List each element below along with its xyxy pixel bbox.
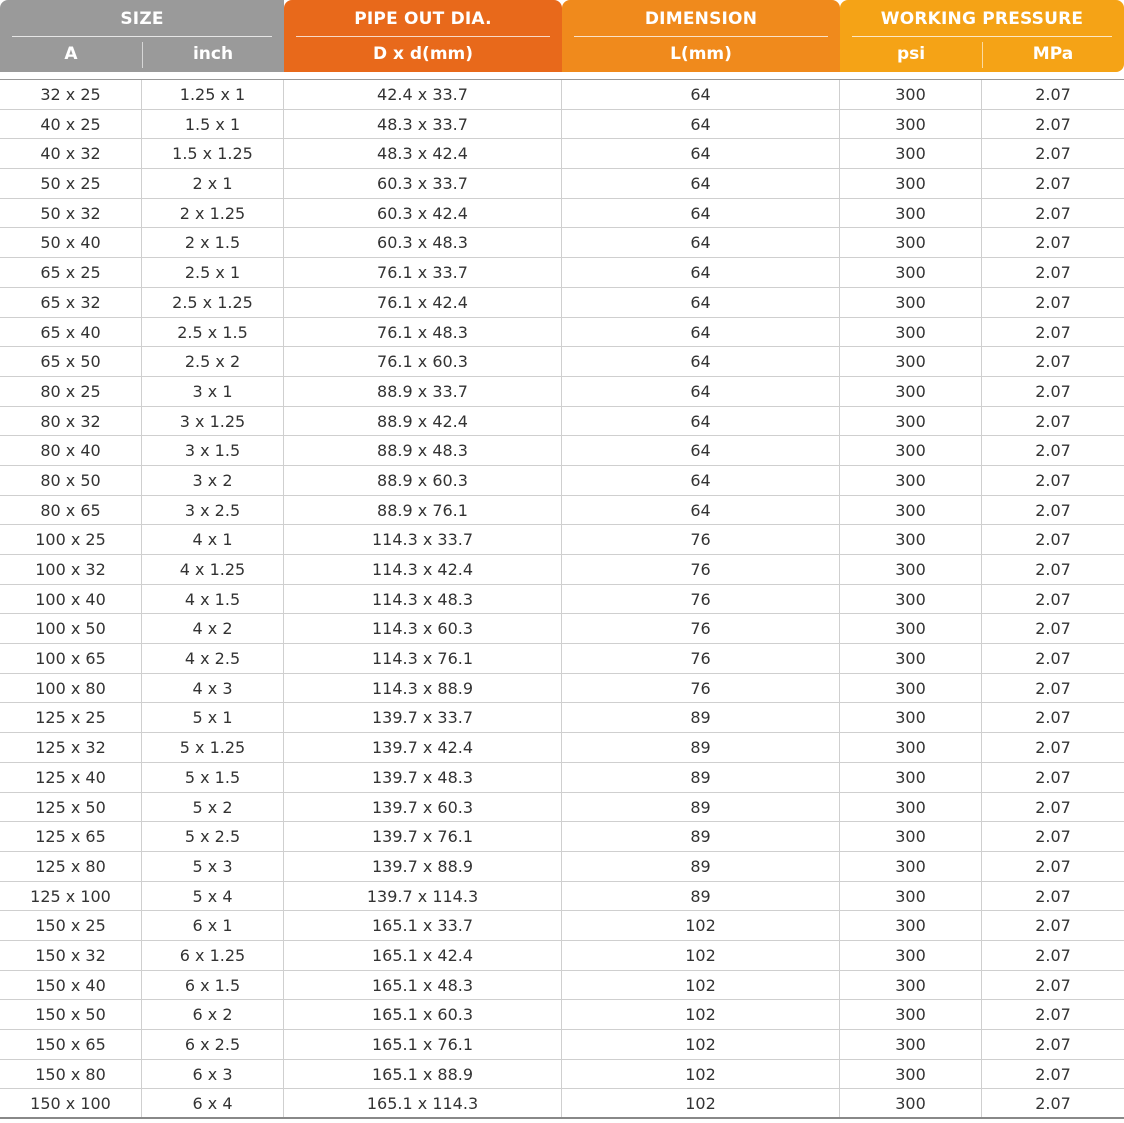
size-a-cell: 125 x 100 (0, 882, 142, 911)
size-inch-cell: 2.5 x 1.25 (142, 288, 284, 317)
table-row (0, 555, 1124, 585)
size-inch-cell: 4 x 3 (142, 674, 284, 703)
table-row (0, 1089, 1124, 1119)
table-row (0, 733, 1124, 763)
mpa-cell: 2.07 (1035, 1035, 1071, 1054)
table-row (0, 80, 1124, 110)
mpa-cell: 2.07 (1035, 1094, 1071, 1114)
pipe-out-dia-cell: 76.1 x 33.7 (284, 258, 562, 287)
table-row (0, 377, 1124, 407)
size-a-cell: 150 x 80 (0, 1060, 142, 1089)
table-row (0, 288, 1124, 318)
dimension-cell: 76 (562, 674, 840, 703)
table-row (0, 674, 1124, 704)
size-inch-cell: 6 x 3 (142, 1060, 284, 1089)
pipe-out-dia-cell: 139.7 x 42.4 (284, 733, 562, 762)
dimension-cell: 89 (562, 733, 840, 762)
size-inch-cell: 3 x 1.25 (142, 407, 284, 436)
size-inch-cell: 4 x 1 (142, 525, 284, 554)
pipe-out-dia-cell: 165.1 x 76.1 (284, 1030, 562, 1059)
pipe-out-dia-cell: 139.7 x 60.3 (284, 793, 562, 822)
dimension-cell: 64 (562, 258, 840, 287)
table-row (0, 1000, 1124, 1030)
pipe-out-dia-cell: 48.3 x 33.7 (284, 110, 562, 139)
table-row (0, 496, 1124, 526)
psi-cell: 300 (840, 1030, 982, 1059)
pipe-out-dia-cell: 165.1 x 48.3 (284, 971, 562, 1000)
size-inch-cell: 5 x 4 (142, 882, 284, 911)
size-inch-cell: 3 x 2 (142, 466, 284, 495)
size-a-cell: 80 x 32 (0, 407, 142, 436)
header-group-dimension (562, 0, 840, 72)
pipe-out-dia-cell: 114.3 x 88.9 (284, 674, 562, 703)
pipe-out-dia-cell: 60.3 x 48.3 (284, 228, 562, 257)
mpa-cell: 2.07 (1035, 767, 1071, 787)
size-inch-cell: 5 x 1.25 (142, 733, 284, 762)
pipe-out-dia-cell: 165.1 x 60.3 (284, 1000, 562, 1029)
table-row (0, 703, 1124, 733)
psi-cell: 300 (840, 199, 982, 228)
dimension-cell: 89 (562, 852, 840, 881)
table-row (0, 436, 1124, 466)
mpa-cell: 2.07 (1035, 292, 1071, 312)
pipe-out-dia-cell: 114.3 x 33.7 (284, 525, 562, 554)
pipe-out-dia-cell: 114.3 x 48.3 (284, 585, 562, 614)
header-dia-title: PIPE OUT DIA. (354, 9, 492, 29)
size-a-cell: 65 x 32 (0, 288, 142, 317)
mpa-cell: 2.07 (1035, 85, 1071, 104)
header-group-working-pressure (840, 0, 1124, 72)
size-a-cell: 100 x 32 (0, 555, 142, 584)
psi-cell: 300 (840, 407, 982, 436)
mpa-cell: 2.07 (1035, 144, 1071, 164)
size-inch-cell: 4 x 1.5 (142, 585, 284, 614)
size-a-cell: 125 x 25 (0, 703, 142, 732)
pipe-out-dia-cell: 165.1 x 88.9 (284, 1060, 562, 1089)
table-row (0, 763, 1124, 793)
header-dim-title: DIMENSION (644, 9, 758, 29)
mpa-cell: 2.07 (1035, 114, 1071, 134)
pipe-out-dia-cell: 88.9 x 60.3 (284, 466, 562, 495)
size-inch-cell: 6 x 1.25 (142, 941, 284, 970)
size-a-cell: 32 x 25 (0, 80, 142, 109)
dimension-cell: 64 (562, 347, 840, 376)
size-a-cell: 65 x 25 (0, 258, 142, 287)
table-row (0, 258, 1124, 288)
size-inch-cell: 2.5 x 1 (142, 258, 284, 287)
psi-cell: 300 (840, 169, 982, 198)
pipe-out-dia-cell: 60.3 x 42.4 (284, 199, 562, 228)
size-a-cell: 50 x 40 (0, 228, 142, 257)
dimension-cell: 76 (562, 555, 840, 584)
dimension-cell: 64 (562, 496, 840, 525)
dimension-cell: 76 (562, 614, 840, 643)
mpa-cell: 2.07 (1035, 322, 1071, 342)
size-a-cell: 100 x 40 (0, 585, 142, 614)
mpa-cell: 2.07 (1035, 174, 1071, 194)
pipe-out-dia-cell: 42.4 x 33.7 (284, 80, 562, 109)
dimension-cell: 89 (562, 882, 840, 911)
size-inch-cell: 6 x 1.5 (142, 971, 284, 1000)
table-row (0, 169, 1124, 199)
size-inch-cell: 5 x 3 (142, 852, 284, 881)
size-a-cell: 40 x 25 (0, 110, 142, 139)
size-inch-cell: 3 x 2.5 (142, 496, 284, 525)
size-inch-cell: 5 x 2 (142, 793, 284, 822)
psi-cell: 300 (840, 882, 982, 911)
dimension-cell: 64 (562, 80, 840, 109)
psi-cell: 300 (840, 525, 982, 554)
psi-cell: 300 (840, 139, 982, 168)
size-inch-cell: 1.25 x 1 (142, 80, 284, 109)
table-row (0, 1060, 1124, 1090)
dimension-cell: 64 (562, 288, 840, 317)
mpa-cell: 2.07 (1035, 619, 1071, 639)
size-a-cell: 150 x 50 (0, 1000, 142, 1029)
table-row (0, 971, 1124, 1001)
mpa-cell: 2.07 (1035, 856, 1071, 876)
size-a-cell: 100 x 80 (0, 674, 142, 703)
header-size-inch: inch (192, 44, 234, 64)
size-a-cell: 50 x 25 (0, 169, 142, 198)
table-row (0, 110, 1124, 140)
psi-cell: 300 (840, 436, 982, 465)
size-inch-cell: 1.5 x 1 (142, 110, 284, 139)
psi-cell: 300 (840, 258, 982, 287)
dimension-cell: 64 (562, 436, 840, 465)
header-dia-unit: D x d(mm) (372, 44, 474, 64)
table-row (0, 585, 1124, 615)
table-row (0, 882, 1124, 912)
mpa-cell: 2.07 (1035, 797, 1071, 817)
pipe-out-dia-cell: 48.3 x 42.4 (284, 139, 562, 168)
size-a-cell: 100 x 25 (0, 525, 142, 554)
pipe-out-dia-cell: 139.7 x 48.3 (284, 763, 562, 792)
mpa-cell: 2.07 (1035, 411, 1071, 431)
pipe-out-dia-cell: 88.9 x 33.7 (284, 377, 562, 406)
pipe-out-dia-cell: 114.3 x 60.3 (284, 614, 562, 643)
size-inch-cell: 6 x 2 (142, 1000, 284, 1029)
mpa-cell: 2.07 (1035, 649, 1071, 669)
size-inch-cell: 4 x 1.25 (142, 555, 284, 584)
size-inch-cell: 3 x 1.5 (142, 436, 284, 465)
psi-cell: 300 (840, 733, 982, 762)
mpa-cell: 2.07 (1035, 530, 1071, 550)
mpa-cell: 2.07 (1035, 470, 1071, 490)
mpa-cell: 2.07 (1035, 1005, 1071, 1025)
psi-cell: 300 (840, 793, 982, 822)
header-size-a: A (64, 44, 78, 64)
table-row (0, 614, 1124, 644)
header-wp-mpa: MPa (1032, 44, 1074, 64)
psi-cell: 300 (840, 822, 982, 851)
size-a-cell: 65 x 50 (0, 347, 142, 376)
pipe-out-dia-cell: 139.7 x 33.7 (284, 703, 562, 732)
pipe-out-dia-cell: 165.1 x 114.3 (284, 1089, 562, 1117)
dimension-cell: 102 (562, 1089, 840, 1117)
psi-cell: 300 (840, 674, 982, 703)
psi-cell: 300 (840, 1000, 982, 1029)
size-a-cell: 80 x 50 (0, 466, 142, 495)
dimension-cell: 89 (562, 822, 840, 851)
psi-cell: 300 (840, 763, 982, 792)
size-inch-cell: 6 x 1 (142, 911, 284, 940)
table-row (0, 347, 1124, 377)
table-row (0, 139, 1124, 169)
dimension-cell: 64 (562, 466, 840, 495)
mpa-cell: 2.07 (1035, 1064, 1071, 1084)
psi-cell: 300 (840, 1060, 982, 1089)
table-row (0, 199, 1124, 229)
size-a-cell: 80 x 65 (0, 496, 142, 525)
size-inch-cell: 1.5 x 1.25 (142, 139, 284, 168)
psi-cell: 300 (840, 288, 982, 317)
table-row (0, 822, 1124, 852)
size-inch-cell: 6 x 4 (142, 1089, 284, 1117)
size-inch-cell: 5 x 2.5 (142, 822, 284, 851)
header-size-title: SIZE (120, 9, 164, 29)
size-a-cell: 150 x 65 (0, 1030, 142, 1059)
table-row (0, 793, 1124, 823)
psi-cell: 300 (840, 555, 982, 584)
pipe-out-dia-cell: 114.3 x 42.4 (284, 555, 562, 584)
psi-cell: 300 (840, 911, 982, 940)
size-a-cell: 150 x 32 (0, 941, 142, 970)
mpa-cell: 2.07 (1035, 263, 1071, 283)
mpa-cell: 2.07 (1035, 678, 1071, 698)
dimension-cell: 102 (562, 911, 840, 940)
mpa-cell: 2.07 (1035, 203, 1071, 223)
size-a-cell: 125 x 65 (0, 822, 142, 851)
mpa-cell: 2.07 (1035, 738, 1071, 758)
dimension-cell: 76 (562, 585, 840, 614)
psi-cell: 300 (840, 496, 982, 525)
pipe-out-dia-cell: 88.9 x 76.1 (284, 496, 562, 525)
dimension-cell: 102 (562, 1030, 840, 1059)
size-a-cell: 150 x 100 (0, 1089, 142, 1117)
psi-cell: 300 (840, 228, 982, 257)
size-a-cell: 125 x 40 (0, 763, 142, 792)
dimension-cell: 64 (562, 228, 840, 257)
header-wp-psi: psi (896, 44, 926, 64)
pipe-out-dia-cell: 76.1 x 42.4 (284, 288, 562, 317)
size-a-cell: 100 x 50 (0, 614, 142, 643)
table-row (0, 911, 1124, 941)
header-group-size (0, 0, 284, 72)
table-body (0, 80, 1124, 1119)
dimension-cell: 102 (562, 1060, 840, 1089)
table-header (0, 0, 1124, 72)
mpa-cell: 2.07 (1035, 975, 1071, 995)
psi-cell: 300 (840, 466, 982, 495)
psi-cell: 300 (840, 110, 982, 139)
pipe-out-dia-cell: 114.3 x 76.1 (284, 644, 562, 673)
size-inch-cell: 2 x 1.25 (142, 199, 284, 228)
dimension-cell: 64 (562, 139, 840, 168)
dimension-cell: 64 (562, 407, 840, 436)
table-row (0, 407, 1124, 437)
mpa-cell: 2.07 (1035, 589, 1071, 609)
mpa-cell: 2.07 (1035, 500, 1071, 520)
size-inch-cell: 5 x 1.5 (142, 763, 284, 792)
dimension-cell: 89 (562, 763, 840, 792)
dimension-cell: 76 (562, 644, 840, 673)
pipe-out-dia-cell: 165.1 x 33.7 (284, 911, 562, 940)
dimension-cell: 64 (562, 110, 840, 139)
mpa-cell: 2.07 (1035, 945, 1071, 965)
size-inch-cell: 3 x 1 (142, 377, 284, 406)
dimension-cell: 102 (562, 971, 840, 1000)
size-a-cell: 100 x 65 (0, 644, 142, 673)
pipe-out-dia-cell: 60.3 x 33.7 (284, 169, 562, 198)
size-inch-cell: 5 x 1 (142, 703, 284, 732)
psi-cell: 300 (840, 644, 982, 673)
mpa-cell: 2.07 (1035, 886, 1071, 906)
header-bottom-rule (0, 72, 1124, 80)
pipe-out-dia-cell: 76.1 x 60.3 (284, 347, 562, 376)
size-inch-cell: 6 x 2.5 (142, 1030, 284, 1059)
size-a-cell: 50 x 32 (0, 199, 142, 228)
psi-cell: 300 (840, 377, 982, 406)
size-inch-cell: 4 x 2.5 (142, 644, 284, 673)
size-inch-cell: 2.5 x 2 (142, 347, 284, 376)
psi-cell: 300 (840, 585, 982, 614)
header-dim-unit: L(mm) (670, 44, 732, 64)
psi-cell: 300 (840, 614, 982, 643)
dimension-cell: 64 (562, 377, 840, 406)
table-row (0, 852, 1124, 882)
psi-cell: 300 (840, 80, 982, 109)
mpa-cell: 2.07 (1035, 441, 1071, 461)
pipe-out-dia-cell: 88.9 x 42.4 (284, 407, 562, 436)
header-wp-title: WORKING PRESSURE (880, 9, 1084, 29)
dimension-cell: 89 (562, 703, 840, 732)
mpa-cell: 2.07 (1035, 916, 1071, 936)
pipe-out-dia-cell: 139.7 x 76.1 (284, 822, 562, 851)
table-row (0, 941, 1124, 971)
mpa-cell: 2.07 (1035, 233, 1071, 253)
size-a-cell: 40 x 32 (0, 139, 142, 168)
dimension-cell: 89 (562, 793, 840, 822)
pipe-out-dia-cell: 139.7 x 114.3 (284, 882, 562, 911)
size-inch-cell: 4 x 2 (142, 614, 284, 643)
psi-cell: 300 (840, 852, 982, 881)
mpa-cell: 2.07 (1035, 560, 1071, 579)
mpa-cell: 2.07 (1035, 708, 1071, 728)
psi-cell: 300 (840, 1089, 982, 1117)
pipe-out-dia-cell: 88.9 x 48.3 (284, 436, 562, 465)
size-a-cell: 150 x 40 (0, 971, 142, 1000)
size-a-cell: 80 x 25 (0, 377, 142, 406)
size-a-cell: 125 x 50 (0, 793, 142, 822)
dimension-cell: 102 (562, 1000, 840, 1029)
psi-cell: 300 (840, 971, 982, 1000)
size-inch-cell: 2 x 1 (142, 169, 284, 198)
mpa-cell: 2.07 (1035, 352, 1071, 372)
size-inch-cell: 2.5 x 1.5 (142, 318, 284, 347)
table-row (0, 466, 1124, 496)
psi-cell: 300 (840, 941, 982, 970)
table-row (0, 318, 1124, 348)
dimension-cell: 64 (562, 199, 840, 228)
size-a-cell: 125 x 80 (0, 852, 142, 881)
mpa-cell: 2.07 (1035, 827, 1071, 847)
header-group-pipe-out-dia (284, 0, 562, 72)
table-row (0, 644, 1124, 674)
dimension-cell: 64 (562, 318, 840, 347)
psi-cell: 300 (840, 347, 982, 376)
pipe-out-dia-cell: 76.1 x 48.3 (284, 318, 562, 347)
table-row (0, 228, 1124, 258)
size-inch-cell: 2 x 1.5 (142, 228, 284, 257)
size-a-cell: 80 x 40 (0, 436, 142, 465)
size-a-cell: 125 x 32 (0, 733, 142, 762)
dimension-cell: 102 (562, 941, 840, 970)
table-row (0, 525, 1124, 555)
dimension-cell: 76 (562, 525, 840, 554)
pipe-out-dia-cell: 165.1 x 42.4 (284, 941, 562, 970)
pipe-out-dia-cell: 139.7 x 88.9 (284, 852, 562, 881)
size-a-cell: 150 x 25 (0, 911, 142, 940)
mpa-cell: 2.07 (1035, 381, 1071, 401)
psi-cell: 300 (840, 703, 982, 732)
size-a-cell: 65 x 40 (0, 318, 142, 347)
table-row (0, 1030, 1124, 1060)
dimension-cell: 64 (562, 169, 840, 198)
psi-cell: 300 (840, 318, 982, 347)
